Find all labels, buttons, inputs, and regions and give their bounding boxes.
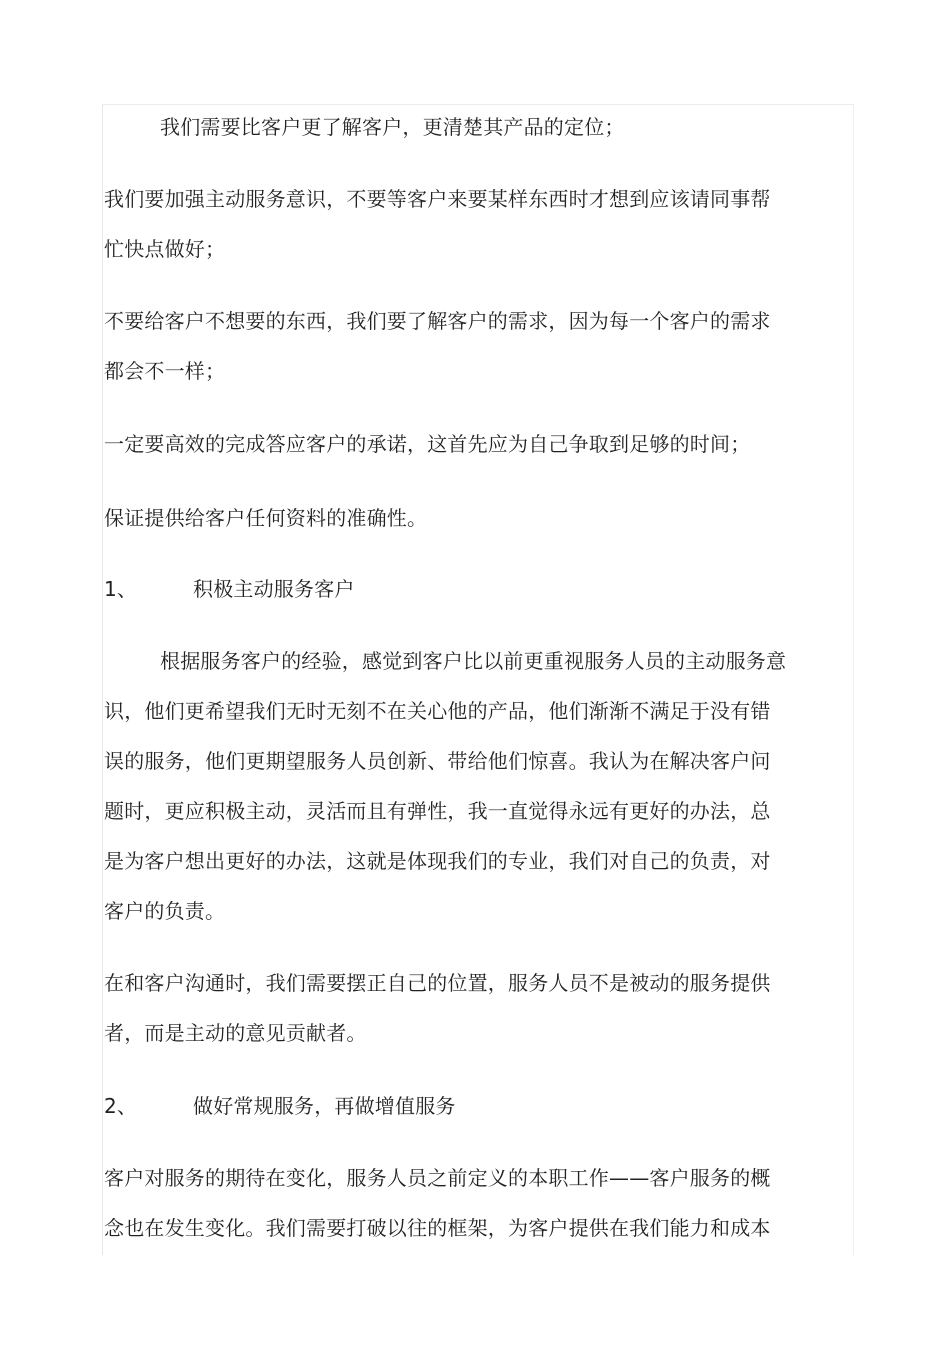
- paragraph-line: 我们要加强主动服务意识，不要等客户来要某样东西时才想到应该请同事帮: [104, 187, 771, 211]
- paragraph-line: 忙快点做好；: [104, 237, 226, 261]
- section-title: 积极主动服务客户: [193, 577, 355, 601]
- section-number: 1、: [104, 577, 138, 601]
- paragraph-line: 一定要高效的完成答应客户的承诺，这首先应为自己争取到足够的时间；: [104, 432, 751, 456]
- body-line: 在和客户沟通时，我们需要摆正自己的位置，服务人员不是被动的服务提供: [104, 971, 771, 995]
- paragraph-line: 不要给客户不想要的东西，我们要了解客户的需求，因为每一个客户的需求: [104, 309, 771, 333]
- paragraph-line: 我们需要比客户更了解客户，更清楚其产品的定位；: [160, 115, 625, 139]
- body-line: 题时，更应积极主动，灵活而且有弹性，我一直觉得永远有更好的办法，总: [104, 799, 771, 823]
- paragraph-line: 都会不一样；: [104, 359, 226, 383]
- body-line: 误的服务，他们更期望服务人员创新、带给他们惊喜。我认为在解决客户问: [104, 749, 771, 773]
- section-number: 2、: [104, 1094, 138, 1118]
- body-line: 客户对服务的期待在变化，服务人员之前定义的本职工作——客户服务的概: [104, 1166, 771, 1190]
- body-line: 者，而是主动的意见贡献者。: [104, 1021, 367, 1045]
- body-line: 客户的负责。: [104, 899, 226, 923]
- paragraph-line: 保证提供给客户任何资料的准确性。: [104, 506, 428, 530]
- body-line: 根据服务客户的经验，感觉到客户比以前更重视服务人员的主动服务意: [160, 649, 787, 673]
- body-line: 念也在发生变化。我们需要打破以往的框架，为客户提供在我们能力和成本: [104, 1216, 771, 1240]
- body-line: 识，他们更希望我们无时无刻不在关心他的产品，他们渐渐不满足于没有错: [104, 699, 771, 723]
- body-line: 是为客户想出更好的办法，这就是体现我们的专业，我们对自己的负责，对: [104, 849, 771, 873]
- section-title: 做好常规服务，再做增值服务: [193, 1094, 456, 1118]
- page-frame: [102, 104, 854, 1255]
